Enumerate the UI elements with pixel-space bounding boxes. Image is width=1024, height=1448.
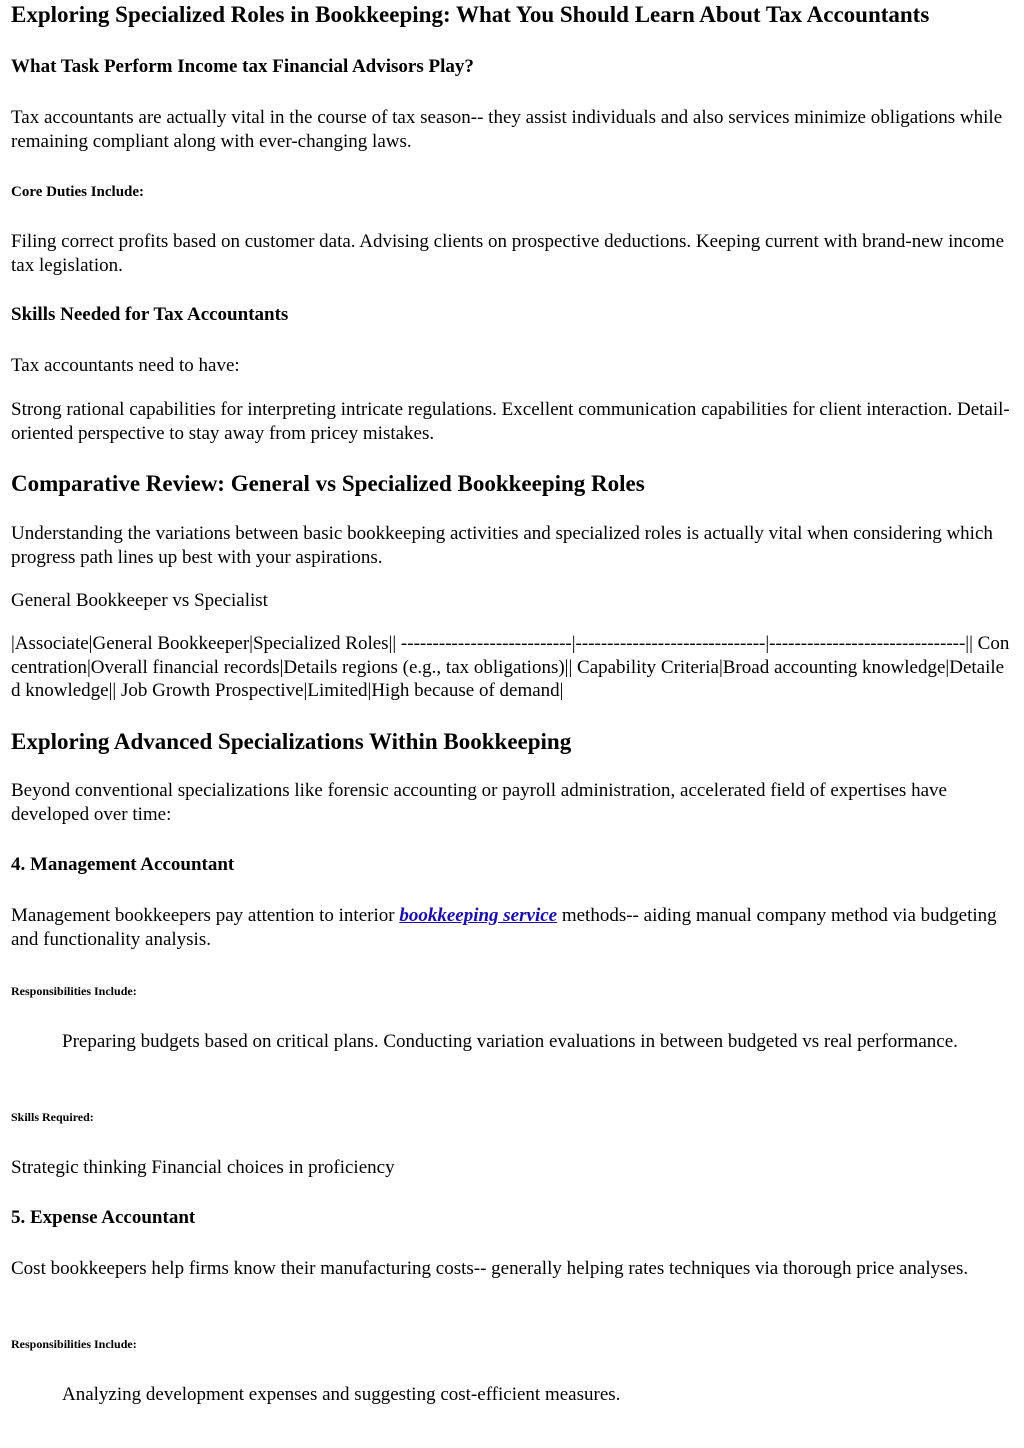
advanced-specializations-heading: Exploring Advanced Specializations Within Bookkeeping <box>11 729 572 754</box>
tax-skills-intro: Tax accountants need to have: <box>11 355 240 376</box>
comparison-table-text: |Associate|General Bookkeeper|Specialized Roles|| ---------------------------|------------------------------|-------------------------------|| Concentration|Overall financial records|Details regions (e.g., tax obligations)|| Capability Criteria|Broad accounting knowledge|Detailed knowledge|| Job Growth Prospective|Limited|High because of demand| <box>11 633 1010 701</box>
tax-role-paragraph: Tax accountants are actually vital in the course of tax season-- they assist individuals and also services minimize obligations while remaining compliant along with ever-changing laws. <box>11 107 1003 152</box>
core-duties-heading: Core Duties Include: <box>11 184 145 200</box>
management-skills-paragraph: Strategic thinking Financial choices in proficiency <box>11 1157 395 1178</box>
expense-accountant-paragraph: Cost bookkeepers help firms know their manufacturing costs-- generally helping rates techniques via thorough price analyses. <box>11 1258 969 1279</box>
tax-skills-paragraph: Strong rational capabilities for interpreting intricate regulations. Excellent communication capabilities for client interaction. Detail-oriented perspective to stay away from pricey mistakes. <box>11 399 1010 444</box>
management-responsibilities-quote: Preparing budgets based on critical plans. Conducting variation evaluations in between budgeted vs real performance. <box>62 1031 958 1052</box>
management-accountant-heading: 4. Management Accountant <box>11 854 235 875</box>
bookkeeping-service-link[interactable]: bookkeeping service <box>399 905 558 926</box>
comparative-review-paragraph: Understanding the variations between basic bookkeeping activities and specialized roles is actually vital when considering which progress path lines up best with your aspirations. <box>11 523 993 568</box>
management-text-after: methods-- aiding manual company method via budgeting and functionality analysis. <box>11 905 997 950</box>
advanced-specializations-paragraph: Beyond conventional specializations like forensic accounting or payroll administration, accelerated field of expertises have developed over time: <box>11 780 947 825</box>
tax-role-heading: What Task Perform Income tax Financial Advisors Play? <box>11 56 474 77</box>
core-duties-paragraph: Filing correct profits based on customer data. Advising clients on prospective deductions. Keeping current with brand-new income tax legislation. <box>11 231 1005 276</box>
page-title: Exploring Specialized Roles in Bookkeeping: What You Should Learn About Tax Accountants <box>11 2 930 27</box>
general-vs-specialist-label: General Bookkeeper vs Specialist <box>11 590 268 611</box>
expense-responsibilities-heading: Responsibilities Include: <box>11 1337 137 1351</box>
comparative-review-heading: Comparative Review: General vs Specialized Bookkeeping Roles <box>11 471 645 496</box>
management-responsibilities-heading: Responsibilities Include: <box>11 984 137 998</box>
management-skills-heading: Skills Required: <box>11 1110 94 1124</box>
expense-accountant-heading: 5. Expense Accountant <box>11 1207 196 1228</box>
management-accountant-paragraph <box>11 904 1013 951</box>
tax-skills-heading: Skills Needed for Tax Accountants <box>11 304 289 325</box>
expense-responsibilities-quote: Analyzing development expenses and suggesting cost-efficient measures. <box>62 1384 621 1405</box>
management-text-before: Management bookkeepers pay attention to interior <box>11 905 400 926</box>
